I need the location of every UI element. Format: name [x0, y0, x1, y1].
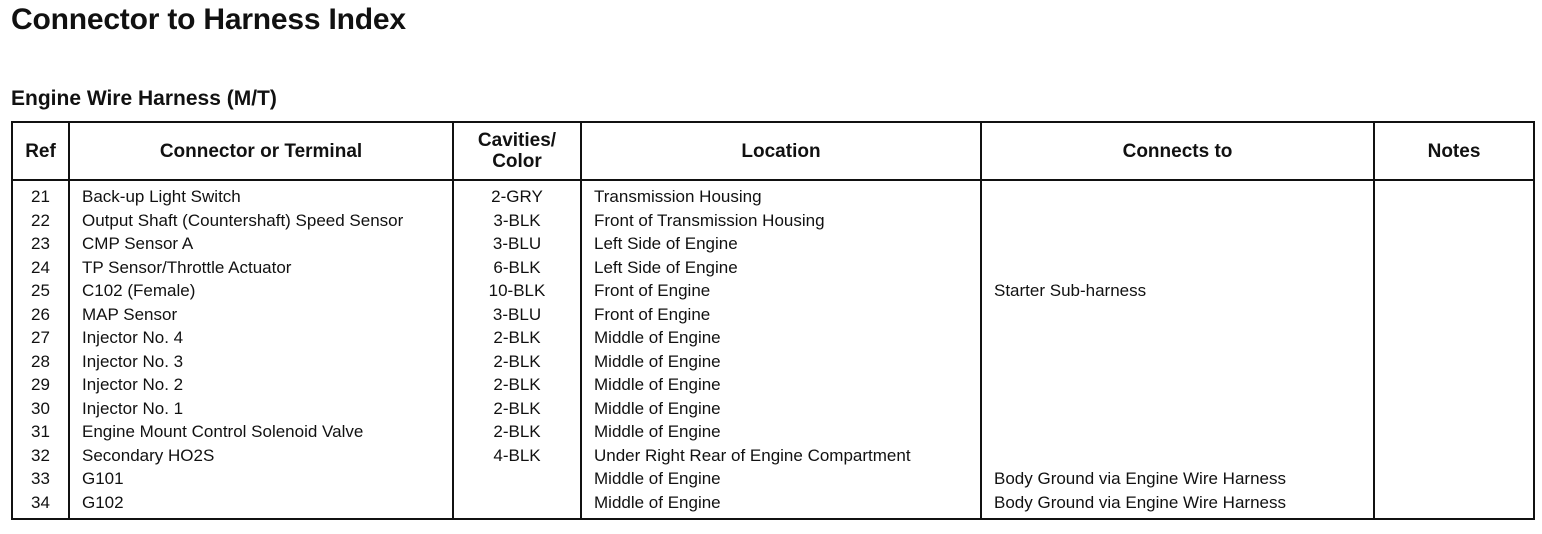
table-row [12, 491, 1534, 520]
cell-cavities-color: 2-BLK [453, 326, 581, 350]
connector-index-table [11, 121, 1535, 520]
table-row [12, 256, 1534, 280]
table-row [12, 373, 1534, 397]
header-cavities-line1: Cavities/ [477, 130, 557, 151]
cell-connects-to [981, 303, 1374, 327]
header-cavities-line2: Color [492, 151, 542, 172]
cell-notes [1374, 350, 1534, 374]
cell-notes [1374, 232, 1534, 256]
table-row [12, 326, 1534, 350]
header-location: Location [581, 122, 981, 180]
cell-cavities-color [453, 467, 581, 491]
cell-location: Middle of Engine [581, 350, 981, 374]
cell-connects-to [981, 209, 1374, 233]
header-cavities-color [453, 122, 581, 180]
header-row [12, 122, 1534, 180]
cell-ref: 32 [12, 444, 69, 468]
cell-cavities-color: 3-BLK [453, 209, 581, 233]
cell-ref: 22 [12, 209, 69, 233]
cell-connector: Injector No. 2 [69, 373, 453, 397]
cell-ref: 28 [12, 350, 69, 374]
cell-location: Front of Engine [581, 279, 981, 303]
cell-location: Front of Engine [581, 303, 981, 327]
cell-location: Left Side of Engine [581, 232, 981, 256]
cell-cavities-color: 2-BLK [453, 397, 581, 421]
page-title: Connector to Harness Index [11, 3, 406, 36]
cell-notes [1374, 279, 1534, 303]
table-row [12, 209, 1534, 233]
table-header [12, 122, 1534, 180]
table-body [12, 180, 1534, 519]
cell-notes [1374, 467, 1534, 491]
cell-cavities-color: 2-GRY [453, 180, 581, 209]
cell-cavities-color: 2-BLK [453, 350, 581, 374]
cell-ref: 29 [12, 373, 69, 397]
cell-ref: 23 [12, 232, 69, 256]
cell-ref: 30 [12, 397, 69, 421]
cell-connects-to [981, 420, 1374, 444]
cell-ref: 27 [12, 326, 69, 350]
cell-ref: 25 [12, 279, 69, 303]
cell-location: Middle of Engine [581, 467, 981, 491]
table-row [12, 467, 1534, 491]
cell-connector: C102 (Female) [69, 279, 453, 303]
cell-connector: G102 [69, 491, 453, 520]
cell-cavities-color: 2-BLK [453, 373, 581, 397]
cell-connects-to: Body Ground via Engine Wire Harness [981, 467, 1374, 491]
table-row [12, 279, 1534, 303]
cell-location: Middle of Engine [581, 373, 981, 397]
cell-connector: Injector No. 4 [69, 326, 453, 350]
cell-cavities-color: 10-BLK [453, 279, 581, 303]
cell-connects-to [981, 350, 1374, 374]
cell-ref: 24 [12, 256, 69, 280]
cell-location: Middle of Engine [581, 326, 981, 350]
cell-notes [1374, 373, 1534, 397]
cell-ref: 21 [12, 180, 69, 209]
cell-location: Under Right Rear of Engine Compartment [581, 444, 981, 468]
cell-connects-to [981, 256, 1374, 280]
cell-notes [1374, 397, 1534, 421]
cell-connector: TP Sensor/Throttle Actuator [69, 256, 453, 280]
cell-cavities-color: 6-BLK [453, 256, 581, 280]
cell-cavities-color: 3-BLU [453, 303, 581, 327]
cell-ref: 26 [12, 303, 69, 327]
cell-location: Transmission Housing [581, 180, 981, 209]
cell-location: Middle of Engine [581, 397, 981, 421]
cell-connects-to: Starter Sub-harness [981, 279, 1374, 303]
cell-connects-to: Body Ground via Engine Wire Harness [981, 491, 1374, 520]
cell-connector: Engine Mount Control Solenoid Valve [69, 420, 453, 444]
cell-connector: G101 [69, 467, 453, 491]
cell-location: Left Side of Engine [581, 256, 981, 280]
cell-connector: Injector No. 3 [69, 350, 453, 374]
cell-notes [1374, 491, 1534, 520]
cell-ref: 34 [12, 491, 69, 520]
table-row [12, 180, 1534, 209]
cell-notes [1374, 326, 1534, 350]
table-row [12, 444, 1534, 468]
table-row [12, 232, 1534, 256]
cell-cavities-color: 2-BLK [453, 420, 581, 444]
cell-cavities-color [453, 491, 581, 520]
cell-connects-to [981, 180, 1374, 209]
cell-connector: Back-up Light Switch [69, 180, 453, 209]
cell-notes [1374, 420, 1534, 444]
cell-notes [1374, 444, 1534, 468]
header-connector: Connector or Terminal [69, 122, 453, 180]
cell-connects-to [981, 326, 1374, 350]
header-connects-to: Connects to [981, 122, 1374, 180]
cell-connector: Secondary HO2S [69, 444, 453, 468]
cell-cavities-color: 3-BLU [453, 232, 581, 256]
cell-cavities-color: 4-BLK [453, 444, 581, 468]
cell-connects-to [981, 232, 1374, 256]
cell-ref: 31 [12, 420, 69, 444]
cell-connector: Injector No. 1 [69, 397, 453, 421]
cell-connects-to [981, 373, 1374, 397]
cell-connector: MAP Sensor [69, 303, 453, 327]
table-row [12, 397, 1534, 421]
table-row [12, 420, 1534, 444]
cell-connector: CMP Sensor A [69, 232, 453, 256]
cell-connects-to [981, 444, 1374, 468]
cell-notes [1374, 303, 1534, 327]
cell-connector: Output Shaft (Countershaft) Speed Sensor [69, 209, 453, 233]
cell-notes [1374, 256, 1534, 280]
cell-location: Front of Transmission Housing [581, 209, 981, 233]
cell-ref: 33 [12, 467, 69, 491]
header-notes: Notes [1374, 122, 1534, 180]
cell-connects-to [981, 397, 1374, 421]
table-row [12, 350, 1534, 374]
cell-location: Middle of Engine [581, 420, 981, 444]
cell-location: Middle of Engine [581, 491, 981, 520]
section-title: Engine Wire Harness (M/T) [11, 87, 277, 110]
cell-notes [1374, 209, 1534, 233]
table-row [12, 303, 1534, 327]
cell-notes [1374, 180, 1534, 209]
header-ref: Ref [12, 122, 69, 180]
